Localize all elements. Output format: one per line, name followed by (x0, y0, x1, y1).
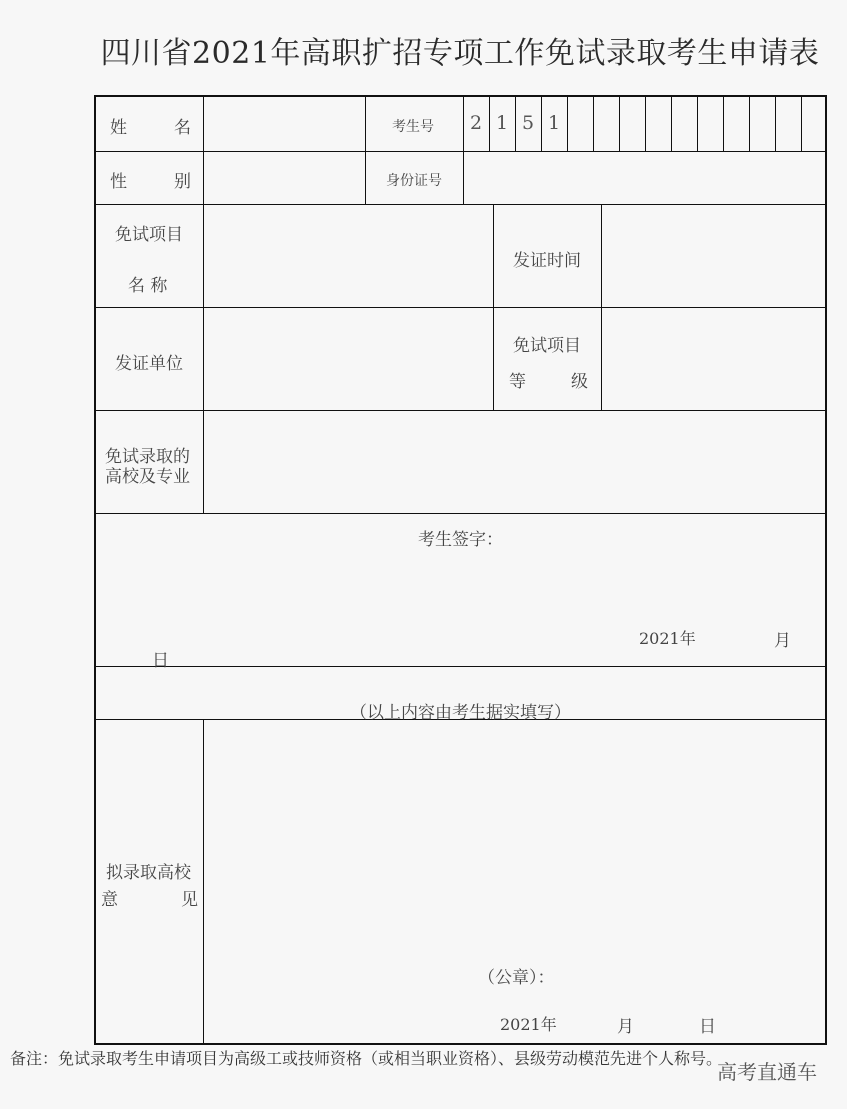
col-divider (365, 97, 366, 204)
col-divider (203, 204, 204, 410)
row-divider (96, 307, 827, 308)
signature-day: 日 (152, 651, 169, 671)
row-divider (96, 666, 827, 667)
exam-number-digit[interactable] (619, 112, 645, 136)
exam-number-digit[interactable]: 5 (521, 112, 535, 134)
opinion-input[interactable] (205, 721, 827, 1043)
exam-number-digit[interactable] (749, 112, 775, 136)
remarks-note: 备注：免试录取考生申请项目为高级工或技师资格（或相当职业资格）、县级劳动模范先进个人称号。 (10, 1049, 723, 1068)
row-divider (96, 151, 827, 152)
name-label-char2: 名 (174, 118, 191, 138)
issue-time-input[interactable] (603, 206, 827, 306)
exam-number-digit[interactable] (723, 112, 749, 136)
school-major-input[interactable] (205, 412, 827, 512)
exam-number-digit[interactable]: 1 (547, 112, 561, 134)
signature-month: 月 (774, 631, 791, 651)
project-name-label-line2: 名 称 (128, 276, 168, 296)
watermark: 高考直通车 (717, 1060, 817, 1084)
signature-area[interactable] (96, 515, 827, 665)
issue-time-label: 发证时间 (513, 251, 581, 271)
exam-number-digit[interactable] (671, 112, 697, 136)
col-divider (203, 410, 204, 513)
project-name-label-line1: 免试项目 (115, 225, 183, 245)
seal-label: （公章）： (478, 968, 555, 988)
col-divider (203, 97, 204, 204)
project-level-input[interactable] (603, 309, 827, 409)
col-divider (203, 719, 204, 1045)
form-title: 四川省2021年高职扩招专项工作免试录取考生申请表 (100, 36, 820, 71)
opinion-label-line1: 拟录取高校 (106, 863, 191, 883)
issuer-label: 发证单位 (115, 354, 183, 374)
col-divider (601, 204, 602, 410)
issuer-input[interactable] (205, 309, 491, 409)
school-major-label-line2: 高校及专业 (105, 467, 190, 487)
gender-label-char2: 别 (174, 172, 191, 192)
exam-number-digit[interactable] (697, 112, 723, 136)
school-major-label-line1: 免试录取的 (105, 447, 190, 467)
row-divider (96, 410, 827, 411)
exam-number-label: 考生号 (392, 119, 434, 135)
row-divider (96, 204, 827, 205)
opinion-label-char2: 见 (181, 890, 198, 910)
name-input[interactable] (205, 99, 363, 149)
project-level-label-line1: 免试项目 (513, 336, 581, 356)
name-label-char1: 姓 (110, 118, 127, 138)
exam-number-digit[interactable] (567, 112, 593, 136)
id-number-label: 身份证号 (386, 173, 442, 189)
opinion-year: 2021年 (500, 1015, 557, 1034)
col-divider (493, 204, 494, 410)
exam-number-digit[interactable]: 1 (495, 112, 509, 134)
exam-number-digit[interactable] (645, 112, 671, 136)
gender-label-char1: 性 (110, 172, 127, 192)
signature-year: 2021年 (639, 629, 696, 648)
gender-input[interactable] (205, 153, 363, 203)
row-divider (96, 513, 827, 514)
id-number-input[interactable] (465, 153, 827, 203)
exam-number-digit[interactable]: 2 (469, 112, 483, 134)
exam-number-digit[interactable] (775, 112, 801, 136)
exam-number-digit[interactable] (593, 112, 619, 136)
opinion-month: 月 (617, 1017, 634, 1037)
application-form (94, 95, 827, 1045)
opinion-label-char1: 意 (101, 890, 118, 910)
project-level-label-char2: 级 (571, 372, 588, 392)
self-fill-note: （以上内容由考生据实填写） (350, 703, 571, 723)
project-name-input[interactable] (205, 206, 491, 306)
digit-divider (801, 97, 802, 151)
opinion-day: 日 (699, 1017, 716, 1037)
project-level-label-char1: 等 (509, 372, 526, 392)
signature-label: 考生签字： (418, 530, 503, 550)
